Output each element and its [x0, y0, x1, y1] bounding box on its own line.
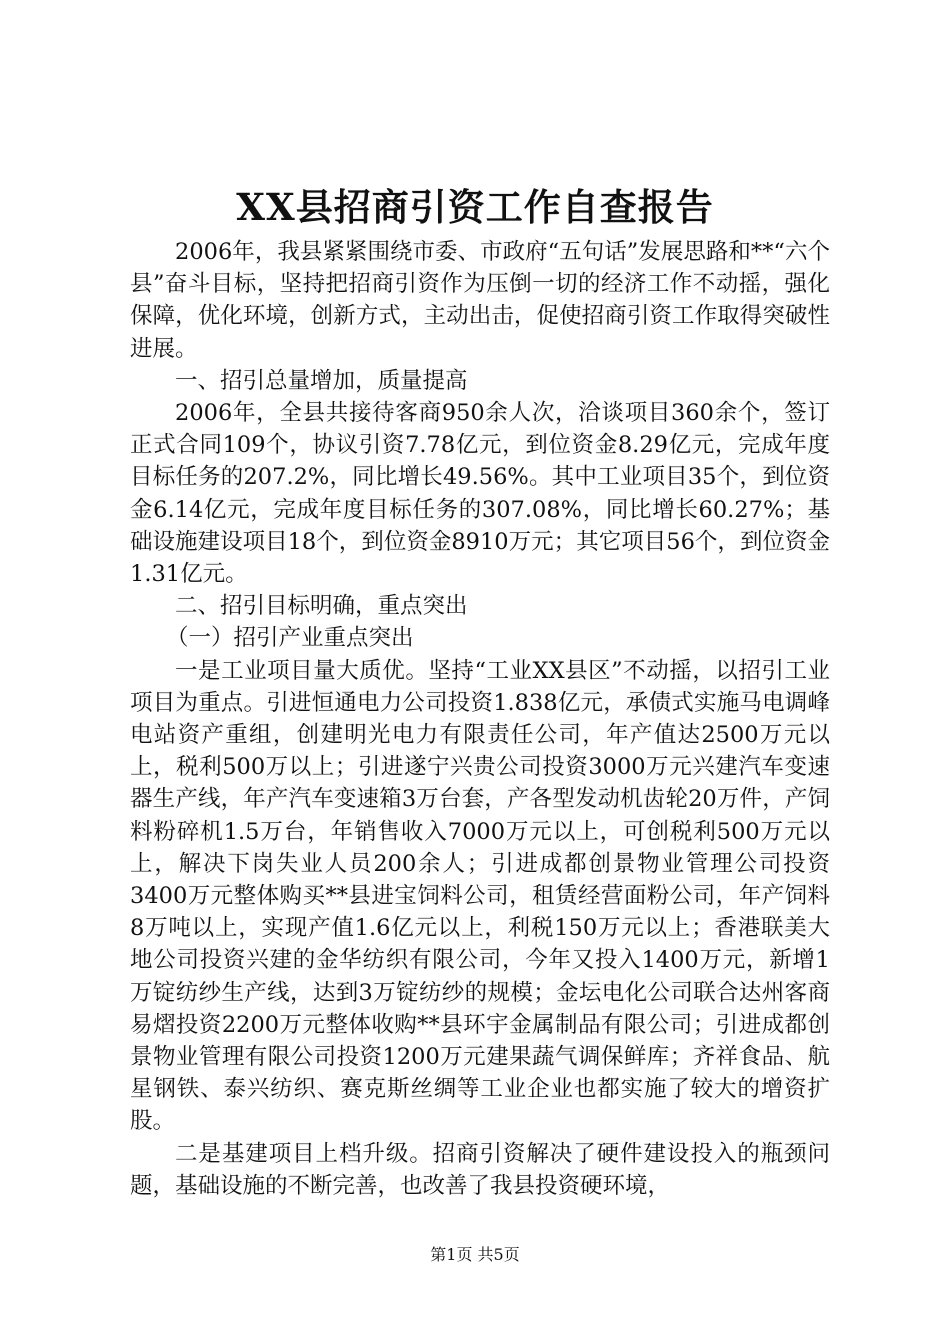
- industrial-projects-paragraph: 一是工业项目量大质优。坚持“工业XX县区”不动摇，以招引工业项目为重点。引进恒通电力公司投资1.838亿元，承债式实施马电调峰电站资产重组，创建明光电力有限责任公司，年产值达2500万元以上，税利500万以上；引进遂宁兴贵公司投资3000万元兴建汽车变速器生产线，年产汽车变速箱3万台套，产各型发动机齿轮20万件，产饲料粉碎机1.5万台，年销售收入7000万元以上，可创税利500万元以上，解决下岗失业人员200余人；引进成都创景物业管理公司投资3400万元整体购买**县进宝饲料公司，租赁经营面粉公司，年产饲料8万吨以上，实现产值1.6亿元以上，利税150万元以上；香港联美大地公司投资兴建的金华纺织有限公司，今年又投入1400万元，新增1万锭纺纱生产线，达到3万锭纺纱的规模；金坛电化公司联合达州客商易熠投资2200万元整体收购**县环宇金属制品有限公司；引进成都创景物业管理有限公司投资1200万元建果蔬气调保鲜库；齐祥食品、航星钢铁、泰兴纺织、赛克斯丝绸等工业企业也都实施了较大的增资扩股。: [130, 657, 830, 1135]
- intro-paragraph: 2006年，我县紧紧围绕市委、市政府“五句话”发展思路和**“六个县”奋斗目标，坚持把招商引资作为压倒一切的经济工作不动摇，强化保障，优化环境，创新方式，主动出击，促使招商引资工作取得突破性进展。: [130, 239, 830, 362]
- page-footer: 第1页 共5页: [430, 1245, 520, 1264]
- document-title: XX县招商引资工作自查报告: [236, 185, 714, 229]
- section-heading-2: 二、招引目标明确，重点突出: [175, 593, 468, 620]
- section-heading-1: 一、招引总量增加，质量提高: [175, 367, 468, 394]
- subsection-heading-1: （一）招引产业重点突出: [166, 625, 414, 652]
- statistics-paragraph: 2006年，全县共接待客商950余人次，洽谈项目360余个，签订正式合同109个，协议引资7.78亿元，到位资金8.29亿元，完成年度目标任务的207.2%，同比增长49.56%。其中工业项目35个，到位资金6.14亿元，完成年度目标任务的307.08%，同比增长60.27%；基础设施建设项目18个，到位资金8910万元；其它项目56个，到位资金1.31亿元。: [130, 400, 830, 588]
- document-body: [130, 236, 830, 1202]
- infrastructure-paragraph: 二是基建项目上档升级。招商引资解决了硬件建设投入的瓶颈问题，基础设施的不断完善，也改善了我县投资硬环境，: [130, 1140, 830, 1199]
